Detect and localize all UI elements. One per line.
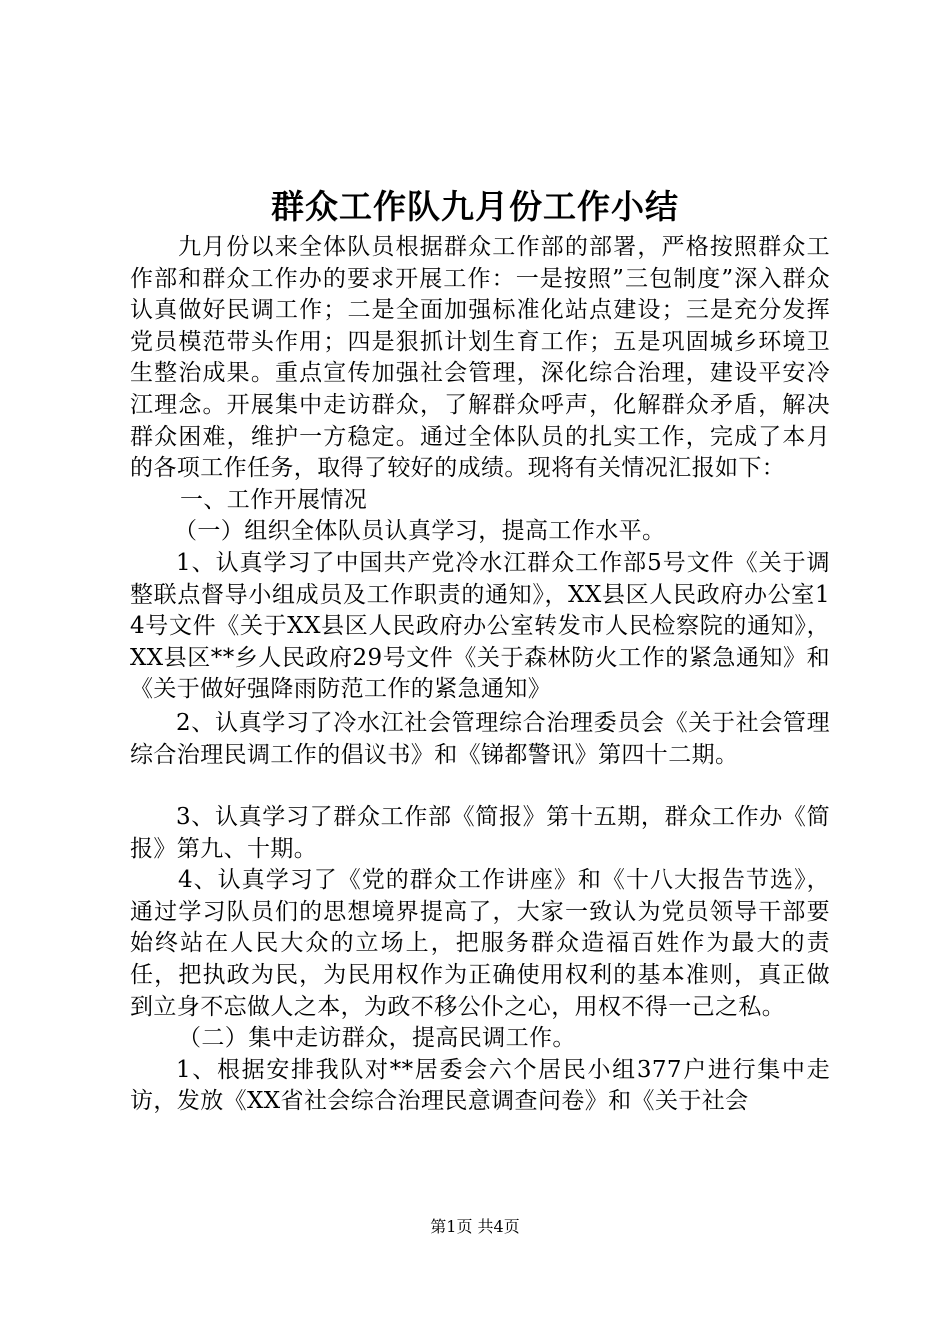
- document-body: [130, 232, 830, 1118]
- item-paragraph-3: 3、认真学习了群众工作部《简报》第十五期，群众工作办《简报》第九、十期。: [130, 804, 830, 862]
- subsection-heading-2: （二）集中走访群众，提高民调工作。: [178, 1025, 576, 1052]
- item-paragraph-4: 4、认真学习了《党的群众工作讲座》和《十八大报告节选》，通过学习队员们的思想境界提高了，大家一致认为党员领导干部要始终站在人民大众的立场上，把服务群众造福百姓作为最大的责任，把执政为民，为民用权作为正确使用权利的基本准则，真正做到立身不忘做人之本，为政不移公仆之心，用权不得一己之私。: [130, 867, 830, 1020]
- intro-paragraph: 九月份以来全体队员根据群众工作部的部署，严格按照群众工作部和群众工作办的要求开展工作：一是按照”三包制度”深入群众认真做好民调工作；二是全面加强标准化站点建设；三是充分发挥党员模范带头作用；四是狠抓计划生育工作；五是巩固城乡环境卫生整治成果。重点宣传加强社会管理，深化综合治理，建设平安冷江理念。开展集中走访群众，了解群众呼声，化解群众矛盾，解决群众困难，维护一方稳定。通过全体队员的扎实工作，完成了本月的各项工作任务，取得了较好的成绩。现将有关情况汇报如下：: [130, 234, 830, 482]
- page-number-footer: 第1页 共4页: [430, 1217, 520, 1236]
- item-paragraph-1: 1、认真学习了中国共产党冷水江群众工作部5号文件《关于调整联点督导小组成员及工作职责的通知》，XX县区人民政府办公室14号文件《关于XX县区人民政府办公室转发市人民检察院的通知》，XX县区**乡人民政府29号文件《关于森林防火工作的紧急通知》和《关于做好强降雨防范工作的紧急通知》: [130, 549, 830, 703]
- item-paragraph-2: 2、认真学习了冷水江社会管理综合治理委员会《关于社会管理综合治理民调工作的倡议书》和《锑都警讯》第四十二期。: [130, 709, 830, 768]
- section-heading-1: 一、工作开展情况: [180, 486, 368, 513]
- item-paragraph-5: 1、根据安排我队对**居委会六个居民小组377户进行集中走访，发放《XX省社会综合治理民意调查问卷》和《关于社会: [130, 1056, 830, 1115]
- subsection-heading-1: （一）组织全体队员认真学习，提高工作水平。: [174, 518, 666, 545]
- document-title: 群众工作队九月份工作小结: [271, 187, 679, 226]
